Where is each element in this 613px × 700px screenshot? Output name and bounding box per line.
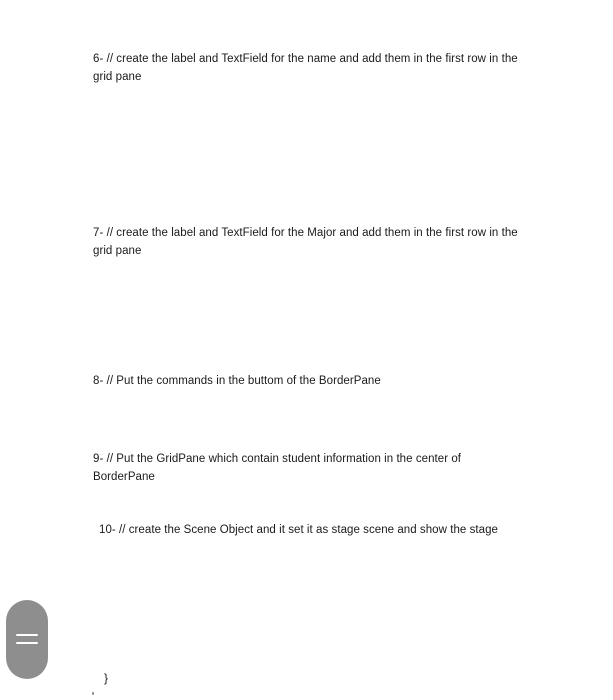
instruction-9: 9- // Put the GridPane which contain student information in the center of BorderPane [93, 453, 462, 483]
grip-line [16, 642, 38, 644]
drag-handle-icon[interactable] [6, 600, 48, 679]
instruction-8: 8- // Put the commands in the buttom of the BorderPane [93, 375, 381, 387]
instruction-10: 10- // create the Scene Object and it set it as stage scene and show the stage [99, 524, 498, 536]
stray-mark [92, 692, 94, 695]
instruction-6: 6- // create the label and TextField for the name and add them in the first row in the grid pane [93, 53, 518, 83]
closing-brace: } [104, 671, 109, 685]
instruction-7: 7- // create the label and TextField for the Major and add them in the first row in the grid pane [93, 227, 518, 257]
grip-line [16, 634, 38, 636]
